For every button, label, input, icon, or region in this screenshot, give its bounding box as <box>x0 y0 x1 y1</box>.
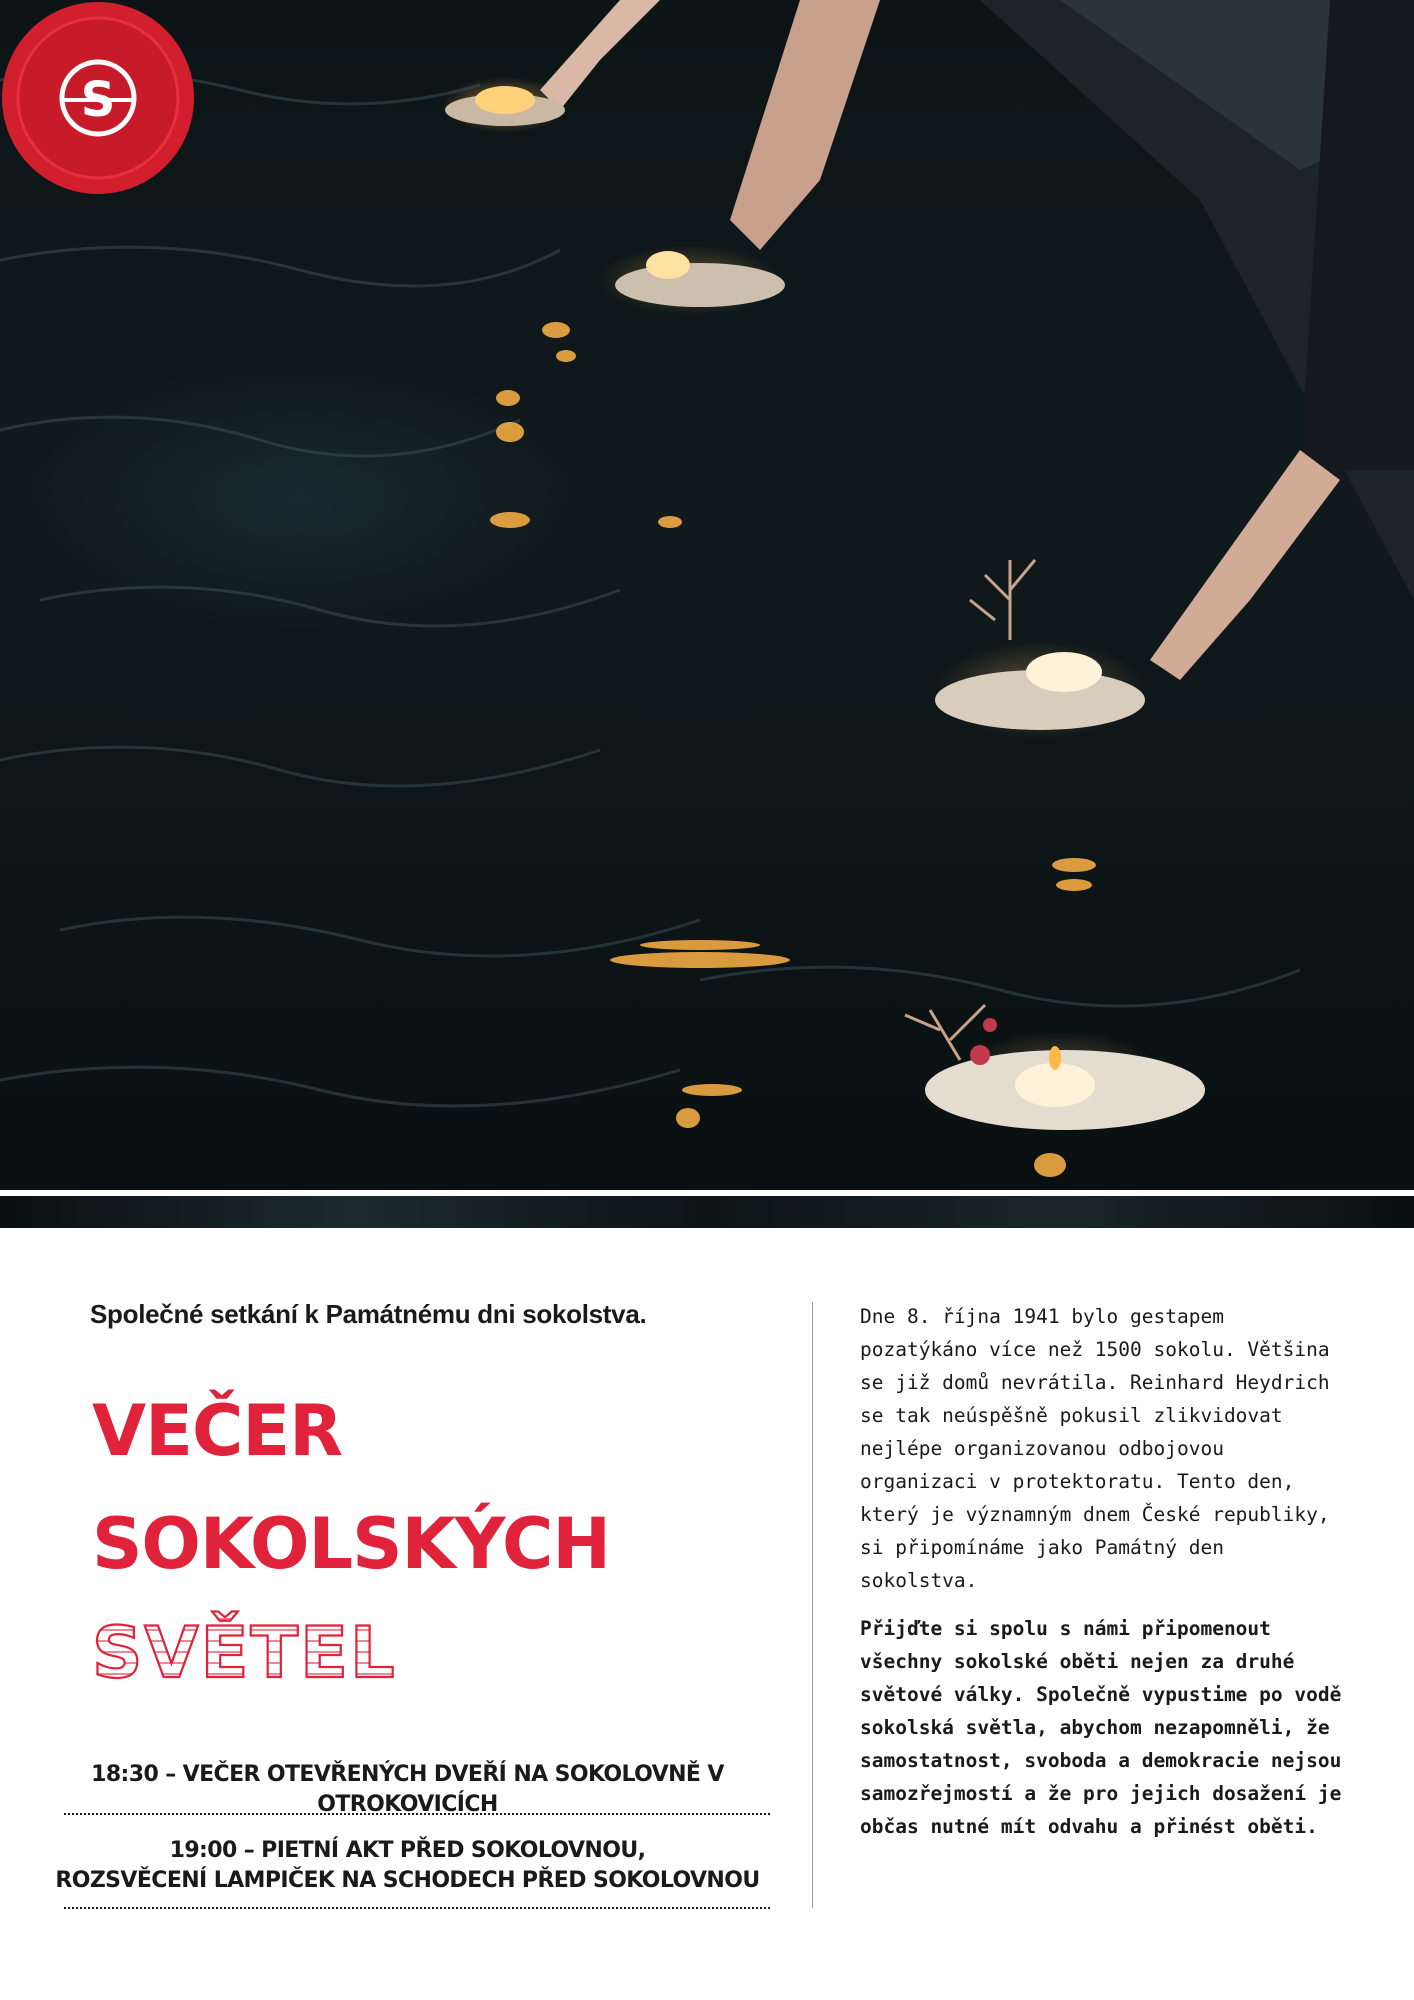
event-title-line-1: VEČER <box>92 1390 343 1472</box>
logo-letter: S <box>80 72 116 128</box>
schedule-item-2-line-1: 19:00 – PIETNÍ AKT PŘED SOKOLOVNOU, <box>169 1838 646 1863</box>
schedule-divider-1 <box>64 1813 770 1815</box>
schedule-item-2-line-2: ROZSVĚCENÍ LAMPIČEK NA SCHODECH PŘED SOKOLOVNOU <box>55 1868 760 1893</box>
event-title-line-3: SVĚTEL <box>92 1598 812 1708</box>
description-paragraph-1: Dne 8. října 1941 bylo gestapem pozatýkáno více než 1500 sokolu. Většina se již domů nevrátila. Reinhard Heydrich se tak neúspěšně pokusil zlikvidovat nejlépe organizovanou odbojovou organizaci v protektoratu. Tento den, který je významným dnem České republiky, si připomínáme jako Památný den sokolstva. <box>860 1305 1330 1592</box>
schedule-item-2 <box>0 1836 815 1896</box>
schedule-item-1: 18:30 – VEČER OTEVŘENÝCH DVEŘÍ NA SOKOLOVNĚ V OTROKOVICÍCH <box>91 1762 724 1817</box>
photo-bottom-strip <box>0 1196 1414 1228</box>
description-paragraph-2: Přijďte si spolu s námi připomenout všechny sokolské oběti nejen za druhé světové války. Společně vypustime po vodě sokolská světla, abychom nezapomněli, že samostatnost, svoboda a demokracie nejsou samozřejmostí a že pro jejich dosažení je občas nutné mít odvahu a přinést oběti. <box>860 1617 1342 1838</box>
column-divider <box>812 1302 813 1908</box>
sokol-logo <box>0 0 196 196</box>
event-title-line-2: SOKOLSKÝCH <box>92 1503 610 1585</box>
schedule-divider-2 <box>64 1907 770 1909</box>
event-subtitle: Společné setkání k Památnému dni sokolstva. <box>90 1299 647 1329</box>
